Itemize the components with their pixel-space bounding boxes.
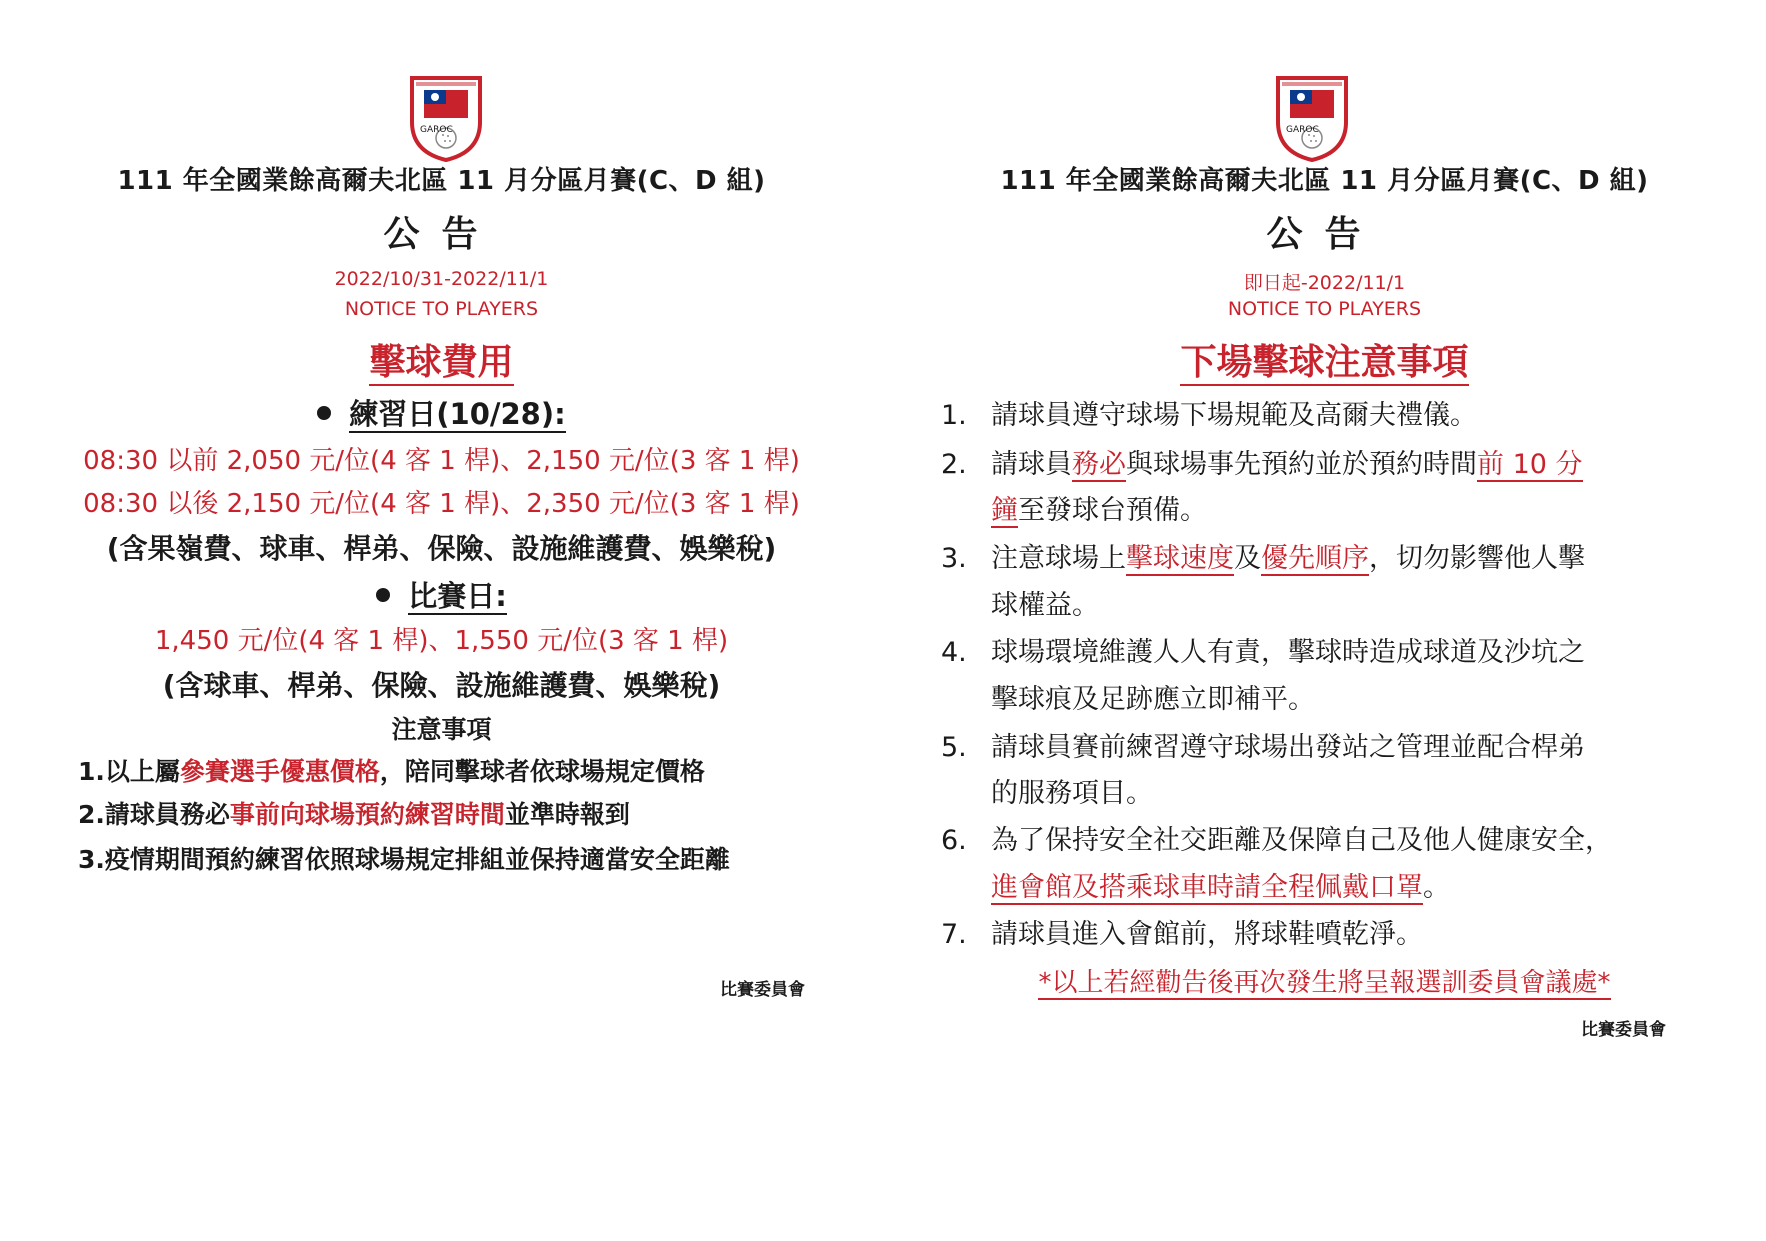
bullet-icon [317,406,331,420]
rule-1: 1. 請球員遵守球場下場規範及高爾夫禮儀。 [941,400,1477,431]
match-day-label: 比賽日: [0,574,883,615]
rule-2-continued: 鐘至發球台預備。 [991,495,1207,526]
rule-3: 3. 注意球場上擊球速度及優先順序，切勿影響他人擊 [941,543,1585,574]
announcement-label: 公告 [1266,214,1383,255]
rule-3-continued: 球權益。 [991,590,1099,621]
date-range: 2022/10/31-2022/11/1 [334,268,549,290]
section-heading: 擊球費用 [0,334,883,385]
rule-2: 2. 請球員務必與球場事先預約並於預約時間前 10 分 [941,449,1583,480]
note-2: 2.請球員務必事前向球場預約練習時間並準時報到 [78,800,630,829]
rule-5: 5. 請球員賽前練習遵守球場出發站之管理並配合桿弟 [941,732,1585,763]
notes-heading: 注意事項 [391,715,492,744]
tournament-title: 111 年全國業餘高爾夫北區 11 月分區月賽(C、D 組) [1000,166,1649,196]
signature: 比賽委員會 [1581,1020,1666,1040]
notice-to-players: NOTICE TO PLAYERS [344,298,539,320]
right-announcement [883,0,1766,1241]
note-1: 1.以上屬參賽選手優惠價格，陪同擊球者依球場規定價格 [78,757,705,786]
note-3: 3.疫情期間預約練習依照球場規定排組並保持適當安全距離 [78,845,730,874]
garoc-logo-icon [1272,72,1352,164]
tournament-title: 111 年全國業餘高爾夫北區 11 月分區月賽(C、D 組) [117,166,766,196]
notice-to-players: NOTICE TO PLAYERS [1227,298,1422,320]
warning-notice: *以上若經勸告後再次發生將呈報選訓委員會議處* [1038,968,1611,998]
svg-text:GAROC: GAROC [420,125,453,135]
svg-text:GAROC: GAROC [1286,125,1319,135]
bullet-icon [376,588,390,602]
practice-includes: (含果嶺費、球車、桿弟、保險、設施維護費、娛樂稅) [106,532,777,565]
rule-6-continued: 進會館及搭乘球車時請全程佩戴口罩。 [991,872,1450,903]
match-includes: (含球車、桿弟、保險、設施維護費、娛樂稅) [162,669,721,702]
rule-6: 6. 為了保持安全社交距離及保障自己及他人健康安全， [941,825,1612,856]
announcement-label: 公告 [383,214,500,255]
garoc-logo-icon [406,72,486,164]
rule-4: 4. 球場環境維護人人有責，擊球時造成球道及沙坑之 [941,637,1585,668]
rule-5-continued: 的服務項目。 [991,778,1153,809]
section-heading: 下場擊球注意事項 [883,334,1766,385]
rule-7: 7. 請球員進入會館前，將球鞋噴乾淨。 [941,919,1423,950]
rule-4-continued: 擊球痕及足跡應立即補平。 [991,684,1315,715]
practice-day-label: 練習日(10/28): [0,392,883,433]
price-before-0830: 08:30 以前 2,050 元/位(4 客 1 桿)、2,150 元/位(3 客 1 桿) [83,446,800,476]
price-after-0830: 08:30 以後 2,150 元/位(4 客 1 桿)、2,350 元/位(3 客 1 桿) [83,489,800,519]
match-price: 1,450 元/位(4 客 1 桿)、1,550 元/位(3 客 1 桿) [154,626,729,656]
date-range: 即日起-2022/11/1 [1243,272,1406,294]
signature: 比賽委員會 [720,980,805,1000]
